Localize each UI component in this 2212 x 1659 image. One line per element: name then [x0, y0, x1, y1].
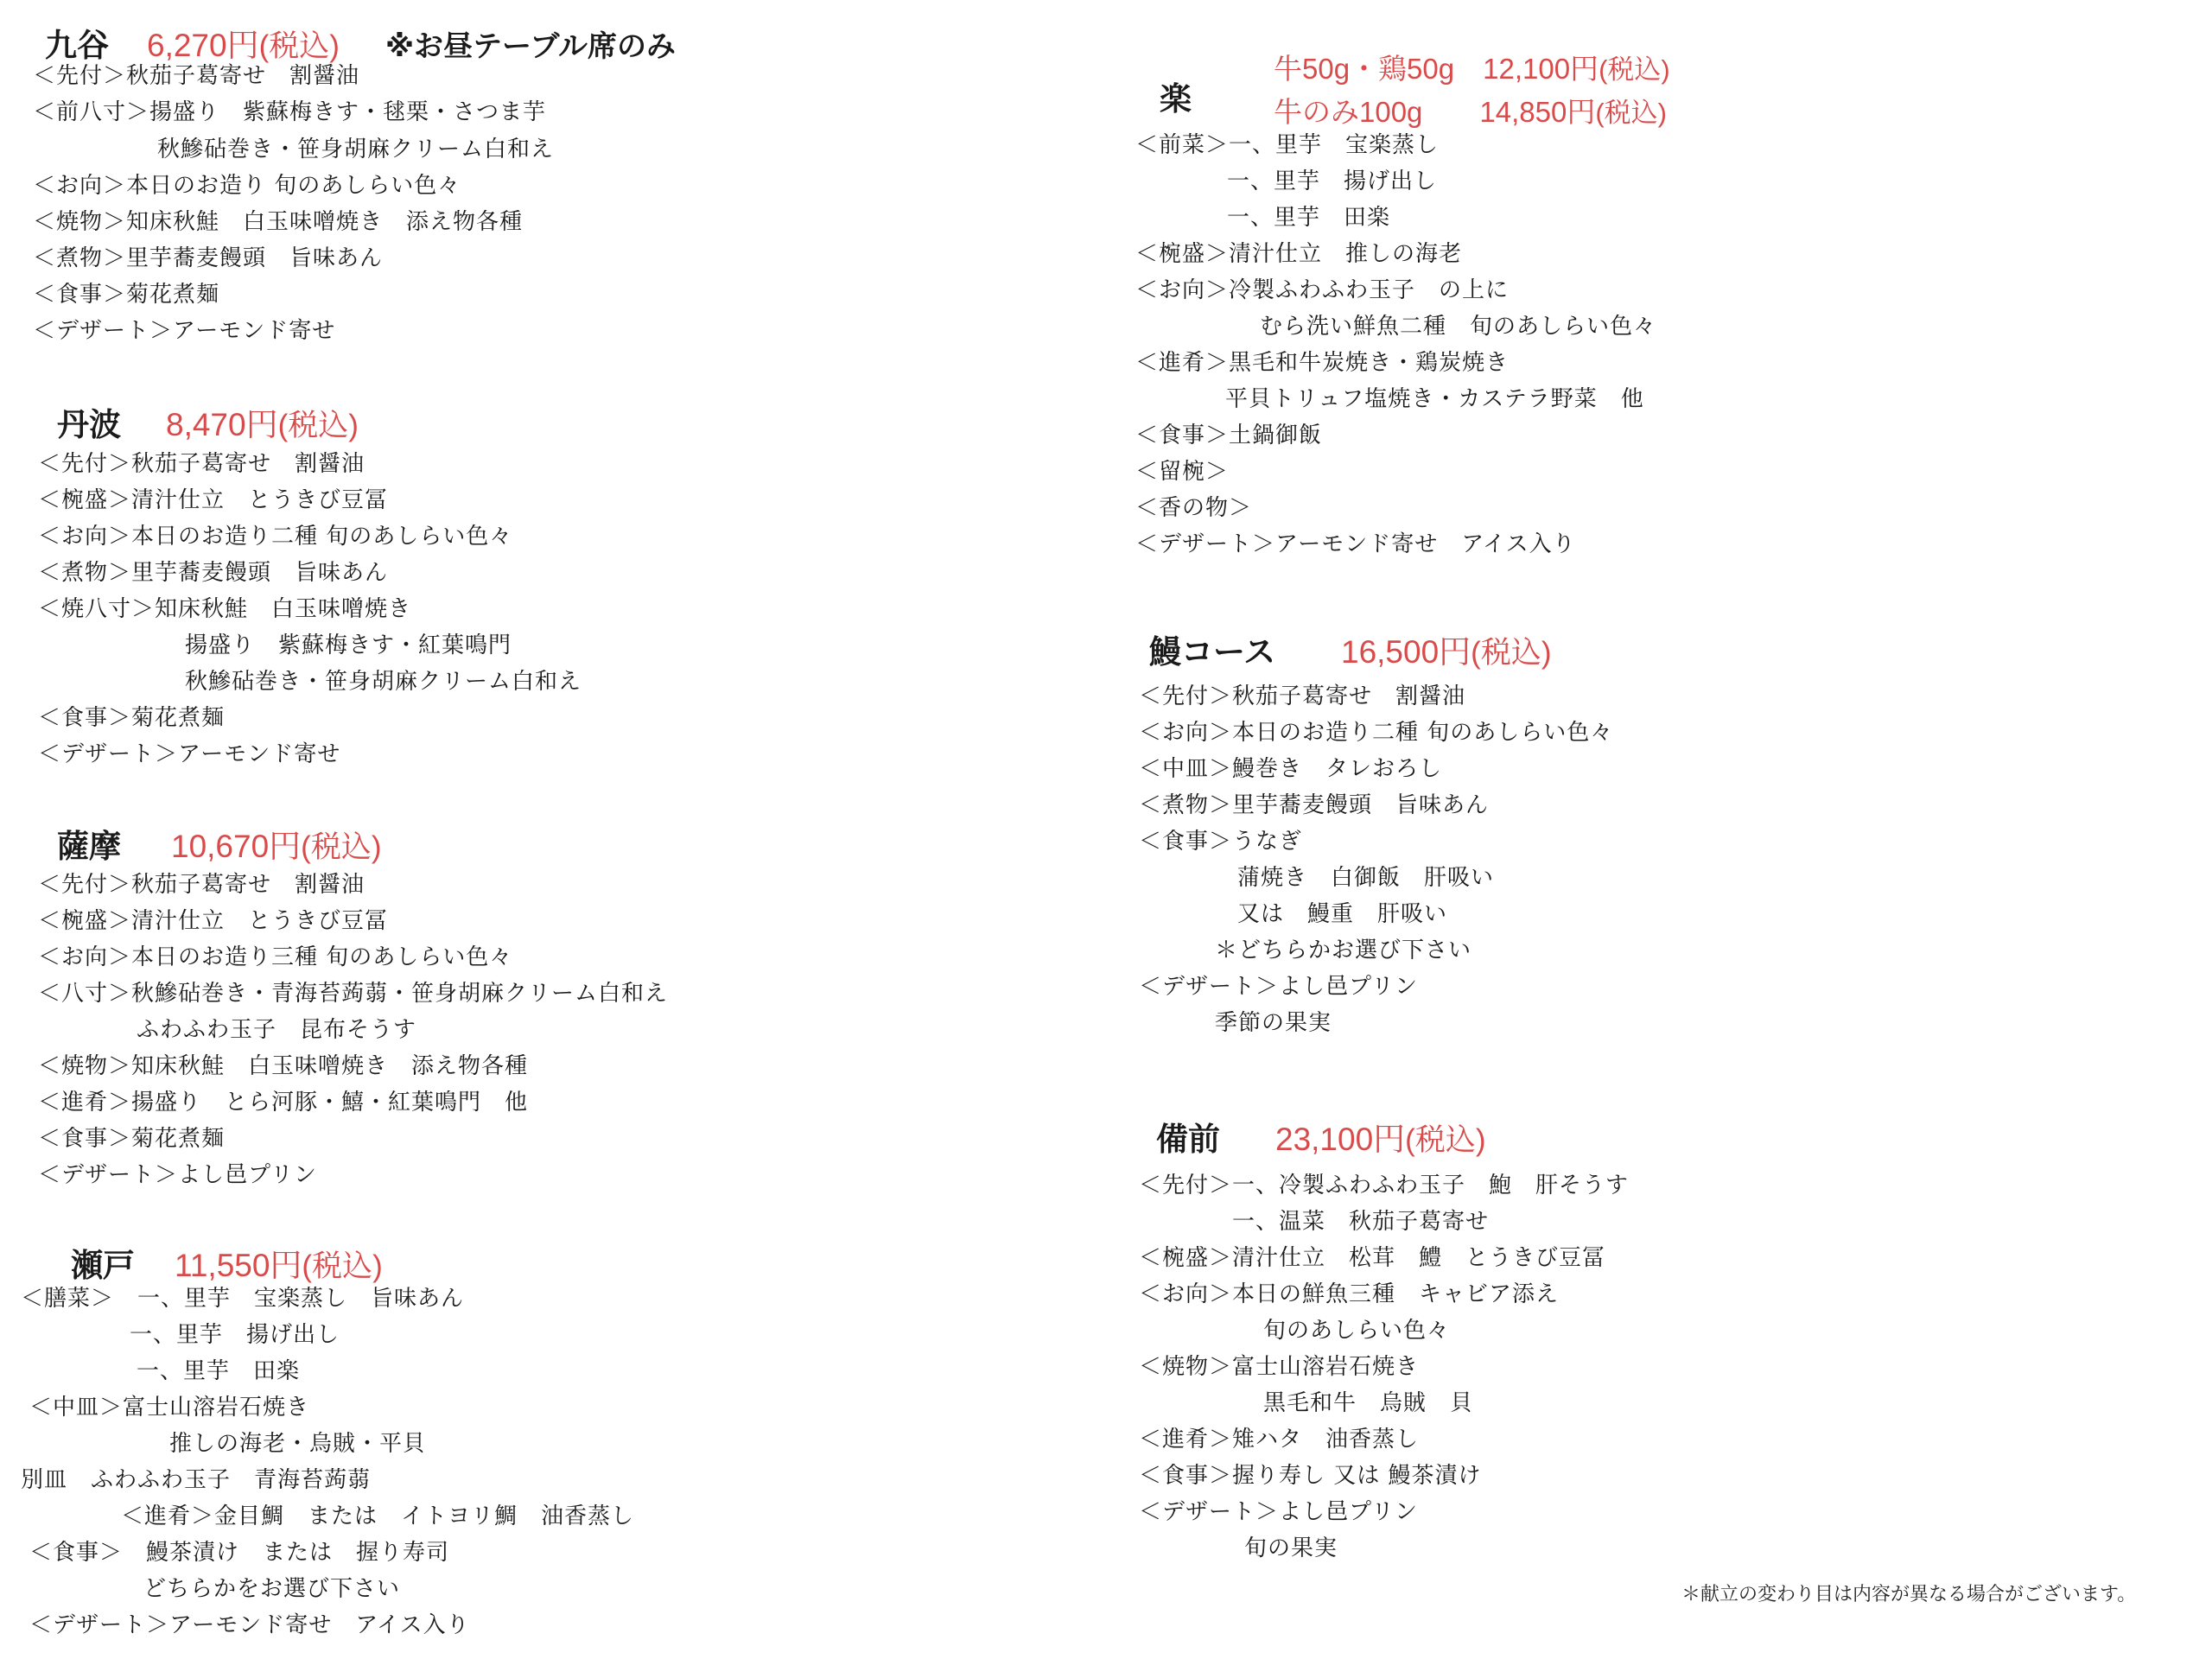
course-price-raku-2 — [1274, 90, 1667, 130]
menu-line: 一、里芋 揚げ出し — [1227, 168, 1438, 194]
menu-line: どちらかをお選び下さい — [143, 1576, 401, 1602]
menu-line: ＜焼八寸＞知床秋鮭 白玉味噌焼き — [38, 596, 412, 622]
lunch-table-note: ※お昼テーブル席のみ — [385, 29, 676, 64]
menu-change-footnote: ＊献立の変わり目は内容が異なる場合がございます。 — [1681, 1584, 2137, 1605]
course-price-seto — [175, 1239, 383, 1286]
tax-label: (税込) — [277, 409, 359, 442]
tax-label: (税込) — [1595, 98, 1668, 128]
menu-line: 旬のあしらい色々 — [1263, 1318, 1451, 1344]
price-value: 23,100円 — [1275, 1122, 1406, 1157]
course-price-bizen — [1275, 1113, 1485, 1160]
price-value: 16,500円 — [1341, 634, 1471, 670]
course-title-kutani: 九谷 — [45, 27, 109, 64]
menu-line: ＜進肴＞金目鯛 または イトヨリ鯛 油香蒸し — [121, 1503, 635, 1529]
menu-line: ＜焼物＞富士山溶岩石焼き — [1139, 1354, 1420, 1380]
menu-line: ＜前八寸＞揚盛り 紫蘇梅きす・毬栗・さつま芋 — [33, 99, 547, 125]
price-value: 8,470円 — [166, 407, 278, 442]
menu-line: ＜先付＞秋茄子葛寄せ 割醤油 — [33, 63, 360, 89]
menu-line: ＜デザート＞アーモンド寄せ — [33, 318, 336, 344]
price-value: 10,670円 — [171, 829, 302, 864]
menu-line: ＜焼物＞知床秋鮭 白玉味噌焼き 添え物各種 — [38, 1053, 529, 1079]
menu-line: ＜デザート＞よし邑プリン — [1139, 1499, 1418, 1525]
price-value: 6,270円 — [147, 28, 259, 63]
course-title-bizen: 備前 — [1156, 1121, 1220, 1158]
menu-line: 別皿 ふわふわ玉子 青海苔蒟蒻 — [21, 1467, 372, 1493]
menu-line: ＜先付＞秋茄子葛寄せ 割醤油 — [38, 451, 365, 477]
menu-line: ＜食事＞ 鰻茶漬け または 握り寿司 — [29, 1540, 450, 1566]
menu-line: 推しの海老・烏賊・平貝 — [169, 1431, 427, 1457]
menu-line: ＜お向＞冷製ふわふわ玉子 の上に — [1135, 277, 1510, 303]
menu-line: ＜椀盛＞清汁仕立 とうきび豆冨 — [38, 908, 389, 934]
menu-line: ＜食事＞菊花煮麺 — [33, 282, 220, 308]
menu-line: 黒毛和牛 烏賊 貝 — [1263, 1390, 1474, 1416]
course-price-raku-1 — [1274, 47, 1670, 87]
menu-line: 又は 鰻重 肝吸い — [1237, 901, 1448, 927]
menu-line: ＜お向＞本日のお造り二種 旬のあしらい色々 — [1139, 720, 1614, 746]
menu-line: ＜先付＞秋茄子葛寄せ 割醤油 — [38, 872, 365, 898]
menu-line: 平貝トリュフ塩焼き・カステラ野菜 他 — [1225, 386, 1644, 412]
menu-line: 旬の果実 — [1244, 1535, 1338, 1561]
menu-line: ＜椀盛＞清汁仕立 推しの海老 — [1135, 241, 1463, 267]
course-price-tanba — [166, 398, 359, 445]
menu-line: ＜デザート＞よし邑プリン — [38, 1162, 317, 1188]
menu-line: ＜前菜＞一、里芋 宝楽蒸し — [1135, 132, 1440, 158]
menu-line: ＜食事＞菊花煮麺 — [38, 705, 226, 731]
menu-line: ＜お向＞本日のお造り二種 旬のあしらい色々 — [38, 524, 513, 550]
menu-line: ＜進肴＞揚盛り とら河豚・鱚・紅葉鳴門 他 — [38, 1090, 529, 1116]
course-price-unagi — [1341, 626, 1551, 672]
course-price-satsuma — [171, 820, 381, 867]
menu-line: ＜椀盛＞清汁仕立 松茸 鱧 とうきび豆冨 — [1139, 1245, 1606, 1271]
menu-line: ＜焼物＞知床秋鮭 白玉味噌焼き 添え物各種 — [33, 209, 524, 235]
tax-label: (税込) — [302, 1249, 383, 1283]
price-value: 牛50g・鶏50g 12,100円 — [1274, 53, 1599, 85]
price-value: 11,550円 — [175, 1248, 302, 1283]
menu-line: ＜煮物＞里芋蕎麦饅頭 旨味あん — [38, 560, 389, 586]
menu-line: ＜食事＞菊花煮麺 — [38, 1126, 226, 1152]
menu-line: 一、里芋 揚げ出し — [130, 1322, 340, 1348]
tax-label: (税込) — [1405, 1123, 1486, 1157]
menu-line: ＊どちらかお選び下さい — [1215, 938, 1472, 963]
menu-line: ＜煮物＞里芋蕎麦饅頭 旨味あん — [33, 245, 384, 271]
menu-line: ＜デザート＞アーモンド寄せ アイス入り — [1135, 531, 1576, 557]
price-value: 牛のみ100g 14,850円 — [1274, 96, 1596, 128]
menu-line: 秋鰺砧巻き・笹身胡麻クリーム白和え — [185, 669, 582, 695]
menu-line: ＜先付＞一、冷製ふわふわ玉子 鮑 肝そうす — [1139, 1173, 1630, 1198]
menu-line: 秋鰺砧巻き・笹身胡麻クリーム白和え — [157, 137, 555, 162]
menu-line: ＜八寸＞秋鰺砧巻き・青海苔蒟蒻・笹身胡麻クリーム白和え — [38, 981, 669, 1007]
menu-line: 一、温菜 秋茄子葛寄せ — [1232, 1209, 1490, 1235]
menu-line: 揚盛り 紫蘇梅きす・紅葉鳴門 — [185, 632, 512, 658]
menu-line: 一、里芋 田楽 — [1227, 205, 1391, 231]
menu-line: ＜中皿＞富士山溶岩石焼き — [29, 1395, 310, 1421]
menu-line: むら洗い鮮魚二種 旬のあしらい色々 — [1260, 314, 1657, 340]
tax-label: (税込) — [258, 29, 340, 63]
menu-line: ＜煮物＞里芋蕎麦饅頭 旨味あん — [1139, 792, 1490, 818]
menu-line: ＜留椀＞ — [1135, 459, 1230, 485]
menu-line: 一、里芋 田楽 — [137, 1358, 301, 1384]
menu-line: ＜進肴＞雉ハタ 油香蒸し — [1139, 1427, 1420, 1452]
menu-line: ＜食事＞うなぎ — [1139, 829, 1303, 855]
menu-line: ＜膳菜＞ 一、里芋 宝楽蒸し 旨味あん — [21, 1286, 465, 1312]
course-price-kutani — [147, 19, 340, 66]
menu-line: ＜先付＞秋茄子葛寄せ 割醤油 — [1139, 683, 1466, 709]
menu-line: ＜お向＞本日のお造り 旬のあしらい色々 — [33, 173, 461, 199]
menu-line: ＜進肴＞黒毛和牛炭焼き・鶏炭焼き — [1135, 350, 1510, 376]
course-title-tanba: 丹波 — [57, 406, 121, 443]
course-title-unagi: 鰻コース — [1149, 633, 1276, 671]
menu-line: ＜香の物＞ — [1135, 495, 1253, 521]
menu-line: ＜デザート＞アーモンド寄せ — [38, 741, 341, 767]
tax-label: (税込) — [301, 830, 382, 864]
menu-line: ふわふわ玉子 昆布そうす — [137, 1017, 417, 1043]
menu-line: 季節の果実 — [1215, 1010, 1332, 1036]
tax-label: (税込) — [1471, 636, 1552, 670]
menu-line: ＜お向＞本日のお造り三種 旬のあしらい色々 — [38, 944, 513, 970]
course-title-seto: 瀬戸 — [71, 1247, 135, 1284]
menu-line: ＜椀盛＞清汁仕立 とうきび豆冨 — [38, 487, 389, 513]
menu-line: ＜食事＞土鍋御飯 — [1135, 423, 1323, 448]
menu-line: ＜デザート＞アーモンド寄せ アイス入り — [29, 1612, 470, 1638]
course-title-raku: 楽 — [1160, 80, 1192, 118]
course-title-satsuma: 薩摩 — [57, 828, 121, 865]
menu-line: ＜デザート＞よし邑プリン — [1139, 974, 1418, 1000]
menu-line: ＜中皿＞鰻巻き タレおろし — [1139, 756, 1443, 782]
tax-label: (税込) — [1599, 54, 1670, 85]
menu-line: 蒲焼き 白御飯 肝吸い — [1237, 865, 1495, 891]
menu-line: ＜食事＞握り寿し 又は 鰻茶漬け — [1139, 1463, 1482, 1489]
menu-line: ＜お向＞本日の鮮魚三種 キャビア添え — [1139, 1281, 1560, 1307]
